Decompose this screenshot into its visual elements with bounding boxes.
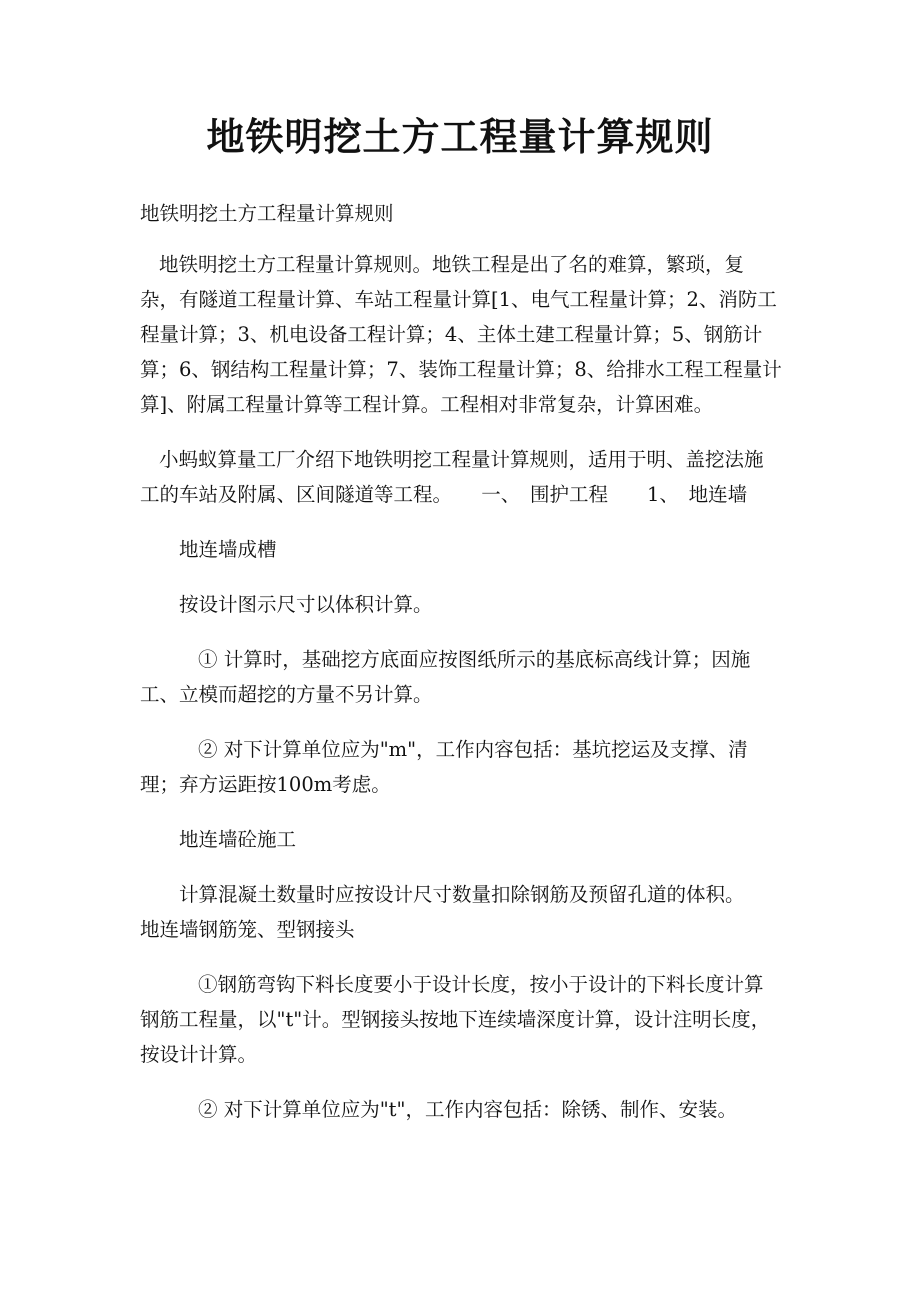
trench-item-1: ① 计算时，基础挖方底面应按图纸所示的基底标高线计算；因施工、立模而超挖的方量不另计算。: [140, 648, 751, 706]
intro-paragraph: 地铁明挖土方工程量计算规则。地铁工程是出了名的难算，繁琐，复杂，有隧道工程量计算、车站工程量计算[1、电气工程量计算；2、消防工程量计算；3、机电设备工程计算；4、主体土建工程量计算；5、钢筋计算；6、钢结构工程量计算；7、装饰工程量计算；8、给排水工程工程量计算]、附属工程量计算等工程计算。工程相对非常复杂，计算困难。: [140, 253, 782, 416]
rebar-item-2: ② 对下计算单位应为"t"，工作内容包括：除锈、制作、安装。: [198, 1098, 737, 1121]
volume-rule-paragraph: 按设计图示尺寸以体积计算。: [179, 593, 433, 616]
trench-item-2: ② 对下计算单位应为"m"，工作内容包括：基坑挖运及支撑、清理；弃方运距按100m考虑。: [140, 738, 748, 796]
document-title: 地铁明挖土方工程量计算规则: [206, 114, 714, 159]
section-heading-rebar: 地连墙钢筋笼、型钢接头: [140, 918, 355, 941]
section-heading-trench: 地连墙成槽: [179, 538, 277, 561]
concrete-rule-paragraph: 计算混凝土数量时应按设计尺寸数量扣除钢筋及预留孔道的体积。: [179, 883, 745, 906]
scope-paragraph: 小蚂蚁算量工厂介绍下地铁明挖工程量计算规则，适用于明、盖挖法施工的车站及附属、区间隧道等工程。 一、 围护工程 1、 地连墙: [140, 448, 764, 506]
section-heading-concrete: 地连墙砼施工: [179, 828, 297, 851]
rebar-item-1: ①钢筋弯钩下料长度要小于设计长度，按小于设计的下料长度计算钢筋工程量，以"t"计。型钢接头按地下连续墙深度计算，设计注明长度，按设计计算。: [140, 973, 771, 1066]
document-subtitle: 地铁明挖土方工程量计算规则: [140, 202, 394, 225]
document-body: [140, 196, 782, 1147]
